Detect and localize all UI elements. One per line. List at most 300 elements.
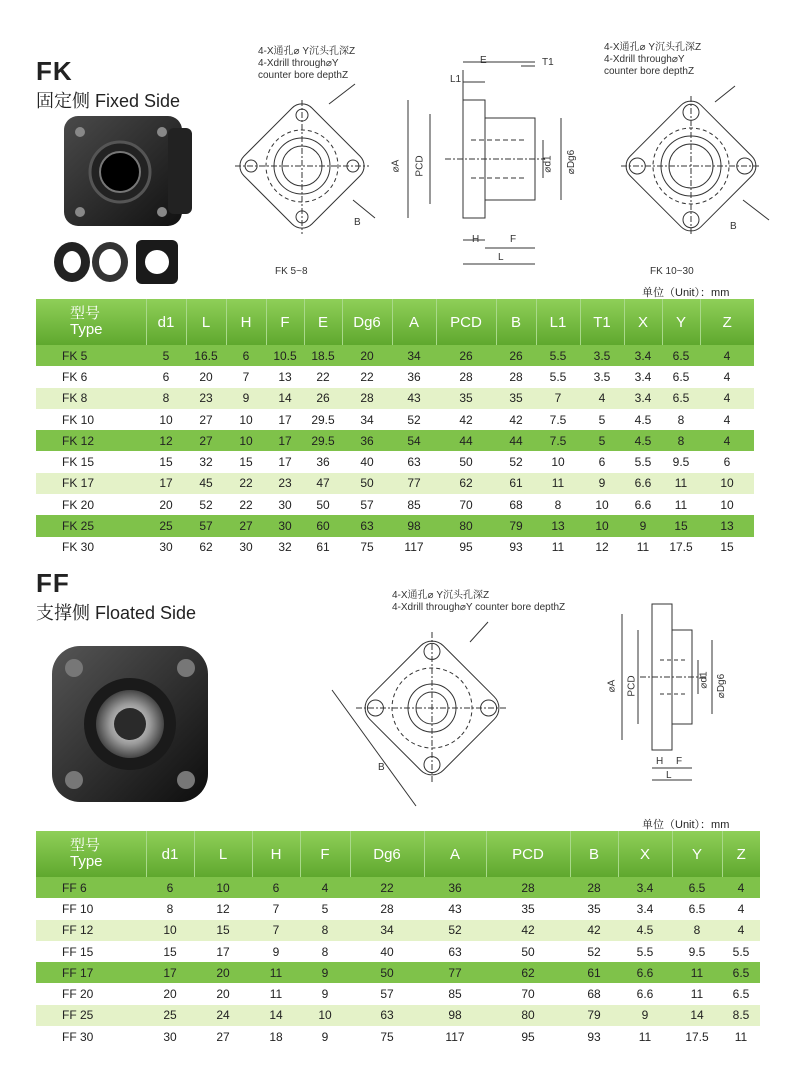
fk-header-cell: E: [304, 299, 342, 345]
ff-value-cell: 6.5: [722, 962, 760, 983]
fk-section-code: FK: [36, 56, 73, 86]
fk-value-cell: 16.5: [186, 345, 226, 366]
ff-value-cell: 11: [672, 983, 722, 1004]
fk-value-cell: 68: [496, 494, 536, 515]
fk-value-cell: 7: [226, 366, 266, 387]
fk-value-cell: 20: [146, 494, 186, 515]
ff-label-b: B: [378, 762, 385, 773]
ff-value-cell: 11: [672, 962, 722, 983]
ff-value-cell: 5.5: [722, 941, 760, 962]
fk-section-subtitle: 固定侧 Fixed Side: [36, 91, 181, 111]
fk-value-cell: 52: [186, 494, 226, 515]
ff-value-cell: 95: [486, 1026, 570, 1047]
fk-value-cell: 35: [496, 388, 536, 409]
fk-model-cell: FK 15: [36, 451, 146, 472]
fk-table-row: [36, 366, 754, 387]
fk-value-cell: 6: [146, 366, 186, 387]
fk-value-cell: 20: [186, 366, 226, 387]
fk-value-cell: 35: [436, 388, 496, 409]
fk-model-cell: FK 25: [36, 515, 146, 536]
fk-table-row: [36, 388, 754, 409]
fk-value-cell: 28: [496, 366, 536, 387]
ff-value-cell: 15: [146, 941, 194, 962]
fk-value-cell: 62: [436, 473, 496, 494]
fk-value-cell: 26: [496, 345, 536, 366]
ff-section-subtitle: 支撑侧 Floated Side: [36, 603, 197, 623]
fk-value-cell: 8: [146, 388, 186, 409]
ff-value-cell: 6.6: [618, 983, 672, 1004]
ff-value-cell: 4: [722, 898, 760, 919]
fk-value-cell: 11: [624, 537, 662, 558]
ff-value-cell: 10: [194, 877, 252, 898]
fk-value-cell: 32: [186, 451, 226, 472]
fk-note-en2-left: counter bore depthZ: [258, 70, 349, 81]
fk-value-cell: 4: [700, 345, 754, 366]
ff-value-cell: 25: [146, 1005, 194, 1026]
fk-value-cell: 6.5: [662, 388, 700, 409]
ff-value-cell: 8: [146, 898, 194, 919]
fk-value-cell: 34: [342, 409, 392, 430]
ff-value-cell: 6.5: [672, 877, 722, 898]
ff-value-cell: 17: [194, 941, 252, 962]
fk-value-cell: 3.4: [624, 366, 662, 387]
ff-product-photo: [46, 640, 216, 810]
fk-value-cell: 17: [266, 451, 304, 472]
fk-note-cn-right: 4-X通孔⌀ Y沉头孔深Z: [604, 42, 702, 53]
ff-value-cell: 6: [252, 877, 300, 898]
ff-model-cell: FF 10: [36, 898, 146, 919]
fk-value-cell: 11: [662, 494, 700, 515]
fk-value-cell: 5.5: [536, 366, 580, 387]
ff-value-cell: 8: [672, 920, 722, 941]
ff-label-pcd: PCD: [626, 675, 638, 697]
fk-value-cell: 13: [700, 515, 754, 536]
ff-value-cell: 14: [672, 1005, 722, 1026]
fk-model-cell: FK 8: [36, 388, 146, 409]
fk-label-e: E: [480, 55, 487, 66]
fk-value-cell: 43: [392, 388, 436, 409]
ff-value-cell: 8: [300, 920, 350, 941]
fk-header-cell: Dg6: [342, 299, 392, 345]
fk-value-cell: 36: [304, 451, 342, 472]
fk-header-cell: PCD: [436, 299, 496, 345]
ff-value-cell: 50: [350, 962, 424, 983]
ff-value-cell: 10: [146, 920, 194, 941]
ff-value-cell: 17: [146, 962, 194, 983]
ff-header-cell: Z: [722, 831, 760, 877]
fk-value-cell: 44: [496, 430, 536, 451]
ff-value-cell: 11: [252, 983, 300, 1004]
ff-value-cell: 20: [194, 962, 252, 983]
fk-label-dg6: ⌀Dg6: [566, 149, 578, 175]
fk-label-b-left: B: [354, 217, 361, 228]
fk-header-cell: X: [624, 299, 662, 345]
fk-label-l1: L1: [450, 74, 462, 85]
fk-value-cell: 30: [266, 515, 304, 536]
fk-value-cell: 23: [266, 473, 304, 494]
fk-value-cell: 9: [624, 515, 662, 536]
ff-table-row: [36, 920, 760, 941]
fk-header-cell: H: [226, 299, 266, 345]
fk-value-cell: 6: [226, 345, 266, 366]
fk-header-cell: Y: [662, 299, 700, 345]
ff-value-cell: 28: [350, 898, 424, 919]
ff-table-row: [36, 898, 760, 919]
ff-value-cell: 11: [722, 1026, 760, 1047]
fk-value-cell: 32: [266, 537, 304, 558]
fk-label-a: ⌀A: [390, 159, 402, 173]
fk-value-cell: 5.5: [624, 451, 662, 472]
fk-model-cell: FK 30: [36, 537, 146, 558]
fk-value-cell: 77: [392, 473, 436, 494]
fk-model-cell: FK 12: [36, 430, 146, 451]
ff-header-cell: Y: [672, 831, 722, 877]
ff-value-cell: 61: [570, 962, 618, 983]
fk-value-cell: 11: [536, 537, 580, 558]
ff-table-row: [36, 877, 760, 898]
fk-value-cell: 27: [186, 430, 226, 451]
fk-table-header: [36, 299, 754, 345]
fk-value-cell: 12: [580, 537, 624, 558]
ff-model-cell: FF 17: [36, 962, 146, 983]
fk-unit-note: 单位（Unit）：mm: [642, 287, 730, 299]
ff-value-cell: 62: [486, 962, 570, 983]
fk-value-cell: 40: [342, 451, 392, 472]
fk-value-cell: 7.5: [536, 430, 580, 451]
fk-value-cell: 6.6: [624, 494, 662, 515]
fk-value-cell: 30: [266, 494, 304, 515]
ff-value-cell: 3.4: [618, 877, 672, 898]
fk-value-cell: 4: [700, 409, 754, 430]
fk-value-cell: 15: [146, 451, 186, 472]
fk-value-cell: 5: [580, 409, 624, 430]
fk-header-cell: F: [266, 299, 304, 345]
fk-value-cell: 54: [392, 430, 436, 451]
ff-header-cell: L: [194, 831, 252, 877]
ff-value-cell: 75: [350, 1026, 424, 1047]
fk-model-cell: FK 5: [36, 345, 146, 366]
fk-value-cell: 30: [146, 537, 186, 558]
ff-value-cell: 35: [486, 898, 570, 919]
fk-header-cell: B: [496, 299, 536, 345]
fk-value-cell: 9: [226, 388, 266, 409]
fk-value-cell: 10: [146, 409, 186, 430]
ff-table-row: [36, 1005, 760, 1026]
fk-note-en1-right: 4-Xdrill through⌀Y: [604, 54, 685, 65]
fk-header-cell: A: [392, 299, 436, 345]
fk-value-cell: 63: [392, 451, 436, 472]
ff-value-cell: 5: [300, 898, 350, 919]
fk-label-h: H: [472, 234, 480, 245]
ff-label-l: L: [666, 770, 672, 781]
ff-value-cell: 4: [300, 877, 350, 898]
fk-value-cell: 20: [342, 345, 392, 366]
ff-value-cell: 98: [424, 1005, 486, 1026]
fk-value-cell: 3.4: [624, 345, 662, 366]
fk-table-row: [36, 430, 754, 451]
fk-value-cell: 8: [662, 409, 700, 430]
ff-model-cell: FF 6: [36, 877, 146, 898]
fk-value-cell: 22: [342, 366, 392, 387]
fk-value-cell: 44: [436, 430, 496, 451]
ff-value-cell: 34: [350, 920, 424, 941]
fk-value-cell: 3.4: [624, 388, 662, 409]
ff-header-cell: A: [424, 831, 486, 877]
fk-table-row: [36, 345, 754, 366]
ff-model-cell: FF 30: [36, 1026, 146, 1047]
fk-value-cell: 9.5: [662, 451, 700, 472]
fk-header-cell: d1: [146, 299, 186, 345]
fk-value-cell: 4: [700, 388, 754, 409]
fk-value-cell: 28: [436, 366, 496, 387]
fk-table-row: [36, 537, 754, 558]
fk-value-cell: 36: [342, 430, 392, 451]
fk-value-cell: 6.5: [662, 345, 700, 366]
fk-note-cn-left: 4-X通孔⌀ Y沉头孔深Z: [258, 46, 356, 57]
fk-value-cell: 22: [226, 494, 266, 515]
ff-value-cell: 5.5: [618, 941, 672, 962]
fk-value-cell: 7.5: [536, 409, 580, 430]
fk-value-cell: 36: [392, 366, 436, 387]
ff-value-cell: 6.5: [722, 983, 760, 1004]
fk-value-cell: 52: [392, 409, 436, 430]
ff-label-dg6: ⌀Dg6: [716, 673, 728, 699]
fk-value-cell: 61: [304, 537, 342, 558]
ff-value-cell: 6.6: [618, 962, 672, 983]
fk-header-cell: T1: [580, 299, 624, 345]
fk-value-cell: 8: [536, 494, 580, 515]
ff-value-cell: 9.5: [672, 941, 722, 962]
fk-value-cell: 93: [496, 537, 536, 558]
ff-model-cell: FF 25: [36, 1005, 146, 1026]
fk-value-cell: 80: [436, 515, 496, 536]
ff-note-cn: 4-X通孔⌀ Y沉头孔深Z: [392, 590, 490, 601]
ff-value-cell: 70: [486, 983, 570, 1004]
fk-value-cell: 5: [146, 345, 186, 366]
ff-table-row: [36, 962, 760, 983]
ff-value-cell: 20: [194, 983, 252, 1004]
fk-value-cell: 98: [392, 515, 436, 536]
fk-note-en2-right: counter bore depthZ: [604, 66, 695, 77]
ff-label-f: F: [676, 756, 683, 767]
ff-value-cell: 8: [300, 941, 350, 962]
fk-value-cell: 18.5: [304, 345, 342, 366]
fk-value-cell: 5.5: [536, 345, 580, 366]
fk-table-row: [36, 473, 754, 494]
fk-value-cell: 5: [580, 430, 624, 451]
fk-label-b-right: B: [730, 221, 737, 232]
ff-table-row: [36, 941, 760, 962]
ff-value-cell: 18: [252, 1026, 300, 1047]
fk-value-cell: 42: [496, 409, 536, 430]
ff-value-cell: 93: [570, 1026, 618, 1047]
fk-label-f: F: [510, 234, 517, 245]
ff-header-cell: X: [618, 831, 672, 877]
ff-value-cell: 27: [194, 1026, 252, 1047]
fk-value-cell: 3.5: [580, 345, 624, 366]
fk-value-cell: 11: [536, 473, 580, 494]
fk-value-cell: 57: [342, 494, 392, 515]
fk-model-cell: FK 20: [36, 494, 146, 515]
fk-value-cell: 17: [266, 409, 304, 430]
ff-header-type-cn: 型号: [70, 837, 101, 854]
ff-header-cell: B: [570, 831, 618, 877]
ff-value-cell: 11: [618, 1026, 672, 1047]
fk-label-l: L: [498, 252, 504, 263]
fk-table-row: [36, 409, 754, 430]
ff-value-cell: 52: [424, 920, 486, 941]
ff-value-cell: 35: [570, 898, 618, 919]
fk-value-cell: 15: [700, 537, 754, 558]
fk-table-row: [36, 451, 754, 472]
ff-value-cell: 9: [300, 1026, 350, 1047]
fk-value-cell: 30: [226, 537, 266, 558]
fk-label-d1: ⌀d1: [542, 155, 554, 173]
fk-value-cell: 10: [580, 515, 624, 536]
ff-label-h: H: [656, 756, 664, 767]
ff-table-body: [36, 877, 760, 1047]
ff-header-cell: d1: [146, 831, 194, 877]
ff-value-cell: 42: [486, 920, 570, 941]
fk-table-row: [36, 494, 754, 515]
fk-value-cell: 4: [700, 366, 754, 387]
fk-value-cell: 28: [342, 388, 392, 409]
ff-value-cell: 11: [252, 962, 300, 983]
ff-section-code: FF: [36, 568, 70, 598]
ff-value-cell: 52: [570, 941, 618, 962]
fk-value-cell: 13: [536, 515, 580, 536]
fk-model-cell: FK 6: [36, 366, 146, 387]
fk-value-cell: 22: [226, 473, 266, 494]
fk-value-cell: 95: [436, 537, 496, 558]
ff-value-cell: 42: [570, 920, 618, 941]
ff-table-header: [36, 831, 760, 877]
ff-value-cell: 63: [350, 1005, 424, 1026]
fk-note-en1-left: 4-Xdrill through⌀Y: [258, 58, 339, 69]
fk-value-cell: 57: [186, 515, 226, 536]
fk-value-cell: 7: [536, 388, 580, 409]
ff-value-cell: 7: [252, 898, 300, 919]
fk-value-cell: 10: [226, 409, 266, 430]
fk-value-cell: 70: [436, 494, 496, 515]
fk-table-body: [36, 345, 754, 558]
fk-value-cell: 15: [226, 451, 266, 472]
ff-unit-note: 单位（Unit）：mm: [642, 819, 730, 831]
ff-value-cell: 14: [252, 1005, 300, 1026]
fk-value-cell: 50: [436, 451, 496, 472]
ff-value-cell: 9: [252, 941, 300, 962]
fk-value-cell: 25: [146, 515, 186, 536]
ff-value-cell: 7: [252, 920, 300, 941]
fk-table-row: [36, 515, 754, 536]
fk-value-cell: 4: [700, 430, 754, 451]
ff-value-cell: 9: [300, 962, 350, 983]
ff-value-cell: 9: [618, 1005, 672, 1026]
ff-value-cell: 57: [350, 983, 424, 1004]
fk-value-cell: 10: [580, 494, 624, 515]
ff-spec-table: [36, 831, 760, 1047]
fk-model-cell: FK 17: [36, 473, 146, 494]
fk-value-cell: 75: [342, 537, 392, 558]
fk-value-cell: 12: [146, 430, 186, 451]
fk-value-cell: 6.5: [662, 366, 700, 387]
fk-value-cell: 29.5: [304, 409, 342, 430]
fk-value-cell: 17: [266, 430, 304, 451]
fk-value-cell: 10: [536, 451, 580, 472]
ff-value-cell: 30: [146, 1026, 194, 1047]
ff-table-row: [36, 1026, 760, 1047]
fk-value-cell: 85: [392, 494, 436, 515]
fk-value-cell: 47: [304, 473, 342, 494]
ff-value-cell: 4.5: [618, 920, 672, 941]
fk-value-cell: 50: [342, 473, 392, 494]
ff-value-cell: 28: [570, 877, 618, 898]
ff-value-cell: 12: [194, 898, 252, 919]
fk-value-cell: 22: [304, 366, 342, 387]
fk-value-cell: 17: [146, 473, 186, 494]
fk-header-cell: Z: [700, 299, 754, 345]
fk-value-cell: 10: [700, 494, 754, 515]
fk-value-cell: 11: [662, 473, 700, 494]
fk-value-cell: 27: [186, 409, 226, 430]
fk-value-cell: 27: [226, 515, 266, 536]
ff-value-cell: 36: [424, 877, 486, 898]
fk-label-pcd: PCD: [414, 155, 426, 177]
ff-model-cell: FF 12: [36, 920, 146, 941]
fk-value-cell: 42: [436, 409, 496, 430]
fk-value-cell: 8: [662, 430, 700, 451]
fk-value-cell: 60: [304, 515, 342, 536]
ff-label-a: ⌀A: [606, 679, 618, 693]
fk-value-cell: 23: [186, 388, 226, 409]
ff-value-cell: 4: [722, 877, 760, 898]
ff-value-cell: 4: [722, 920, 760, 941]
fk-caption-left: FK 5~8: [275, 266, 308, 277]
ff-value-cell: 3.4: [618, 898, 672, 919]
ff-value-cell: 17.5: [672, 1026, 722, 1047]
fk-value-cell: 61: [496, 473, 536, 494]
ff-header-cell: Dg6: [350, 831, 424, 877]
fk-value-cell: 10: [226, 430, 266, 451]
fk-spec-table: [36, 299, 754, 558]
fk-value-cell: 4.5: [624, 409, 662, 430]
ff-header-cell: H: [252, 831, 300, 877]
fk-value-cell: 10: [700, 473, 754, 494]
fk-value-cell: 62: [186, 537, 226, 558]
fk-header-cell: L: [186, 299, 226, 345]
ff-model-cell: FF 15: [36, 941, 146, 962]
fk-value-cell: 26: [304, 388, 342, 409]
ff-value-cell: 43: [424, 898, 486, 919]
fk-label-t1: T1: [542, 57, 554, 68]
fk-header-type-en: Type: [70, 321, 103, 338]
ff-value-cell: 63: [424, 941, 486, 962]
fk-value-cell: 9: [580, 473, 624, 494]
ff-table-row: [36, 983, 760, 1004]
ff-model-cell: FF 20: [36, 983, 146, 1004]
ff-note-en: 4-Xdrill through⌀Y counter bore depthZ: [392, 602, 566, 613]
fk-caption-right: FK 10~30: [650, 266, 694, 277]
ff-value-cell: 50: [486, 941, 570, 962]
ff-value-cell: 80: [486, 1005, 570, 1026]
ff-value-cell: 85: [424, 983, 486, 1004]
fk-value-cell: 4.5: [624, 430, 662, 451]
fk-value-cell: 6.6: [624, 473, 662, 494]
fk-value-cell: 50: [304, 494, 342, 515]
ff-value-cell: 40: [350, 941, 424, 962]
fk-value-cell: 13: [266, 366, 304, 387]
ff-value-cell: 68: [570, 983, 618, 1004]
